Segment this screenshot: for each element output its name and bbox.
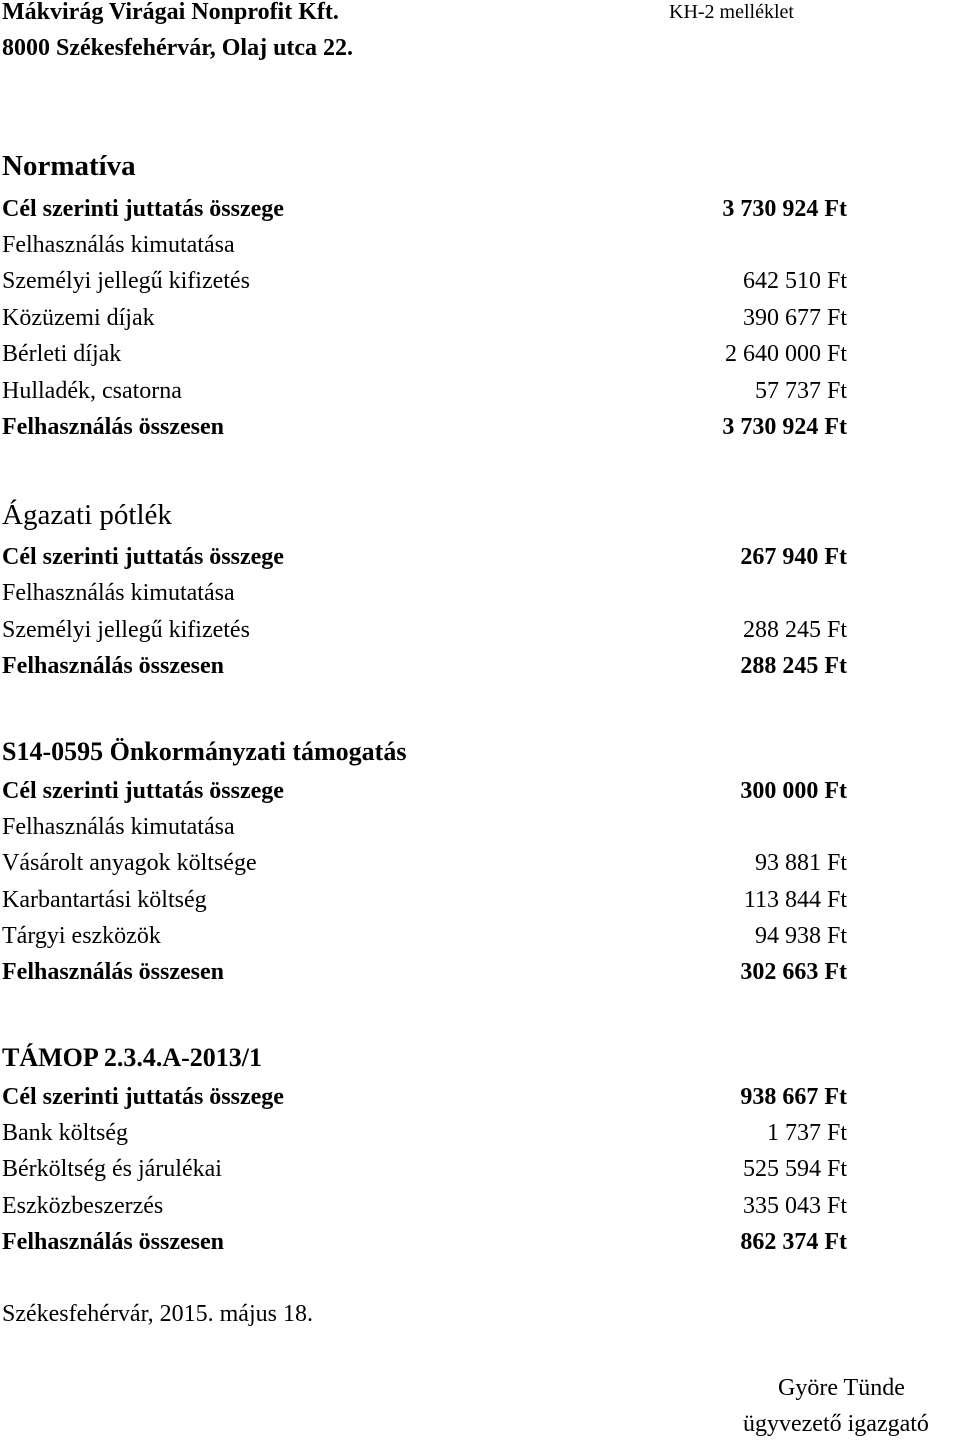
row-value: 302 663 Ft [740,959,847,985]
row-label: Felhasználás kimutatása [2,232,235,258]
row-label: Felhasználás kimutatása [2,814,235,840]
row-label: Felhasználás összesen [2,959,224,985]
annex-label: KH-2 melléklet [669,1,794,23]
row-value: 267 940 Ft [740,544,847,570]
row-label: Felhasználás összesen [2,1229,224,1255]
row-value: 57 737 Ft [754,378,847,404]
row-label: Bank költség [2,1120,128,1146]
row-value: 1 737 Ft [766,1120,847,1146]
row-value: 94 938 Ft [754,923,847,949]
row-label: Felhasználás összesen [2,414,224,440]
row-value: 113 844 Ft [743,887,847,913]
row-label: Felhasználás összesen [2,653,224,679]
row-label: Személyi jellegű kifizetés [2,617,250,643]
row-value: 300 000 Ft [740,778,847,804]
row-value: 938 667 Ft [740,1084,847,1110]
row-value: 335 043 Ft [742,1193,847,1219]
row-value: 390 677 Ft [742,305,847,331]
place-and-date: Székesfehérvár, 2015. május 18. [2,1301,313,1327]
row-value: 3 730 924 Ft [722,414,847,440]
row-label: Karbantartási költség [2,887,207,913]
row-label: Eszközbeszerzés [2,1193,164,1219]
row-value: 288 245 Ft [742,617,847,643]
signer-title: ügyvezető igazgató [743,1411,929,1437]
row-label: Felhasználás kimutatása [2,580,235,606]
row-label: Közüzemi díjak [2,305,155,331]
section-title-agazati-potlek: Ágazati pótlék [2,499,172,531]
row-label: Bérköltség és járulékai [2,1156,222,1182]
row-value: 525 594 Ft [742,1156,847,1182]
row-label: Tárgyi eszközök [2,923,161,949]
row-value: 93 881 Ft [754,850,847,876]
row-value: 3 730 924 Ft [722,196,847,222]
row-label: Cél szerinti juttatás összege [2,196,284,222]
row-label: Személyi jellegű kifizetés [2,268,250,294]
organization-address: 8000 Székesfehérvár, Olaj utca 22. [2,35,354,61]
row-value: 288 245 Ft [740,653,847,679]
row-label: Cél szerinti juttatás összege [2,1084,284,1110]
section-title-normativa: Normatíva [2,150,136,182]
row-label: Cél szerinti juttatás összege [2,544,284,570]
row-value: 862 374 Ft [740,1229,847,1255]
row-label: Vásárolt anyagok költsége [2,850,257,876]
row-label: Bérleti díjak [2,341,122,367]
section-title-tamop: TÁMOP 2.3.4.A-2013/1 [2,1043,262,1072]
row-label: Hulladék, csatorna [2,378,182,404]
row-value: 2 640 000 Ft [724,341,847,367]
row-value: 642 510 Ft [742,268,847,294]
signer-name: Györe Tünde [778,1375,905,1401]
row-label: Cél szerinti juttatás összege [2,778,284,804]
organization-name: Mákvirág Virágai Nonprofit Kft. [2,0,339,25]
section-title-onkormanyzati-tamogatas: S14-0595 Önkormányzati támogatás [2,737,407,766]
